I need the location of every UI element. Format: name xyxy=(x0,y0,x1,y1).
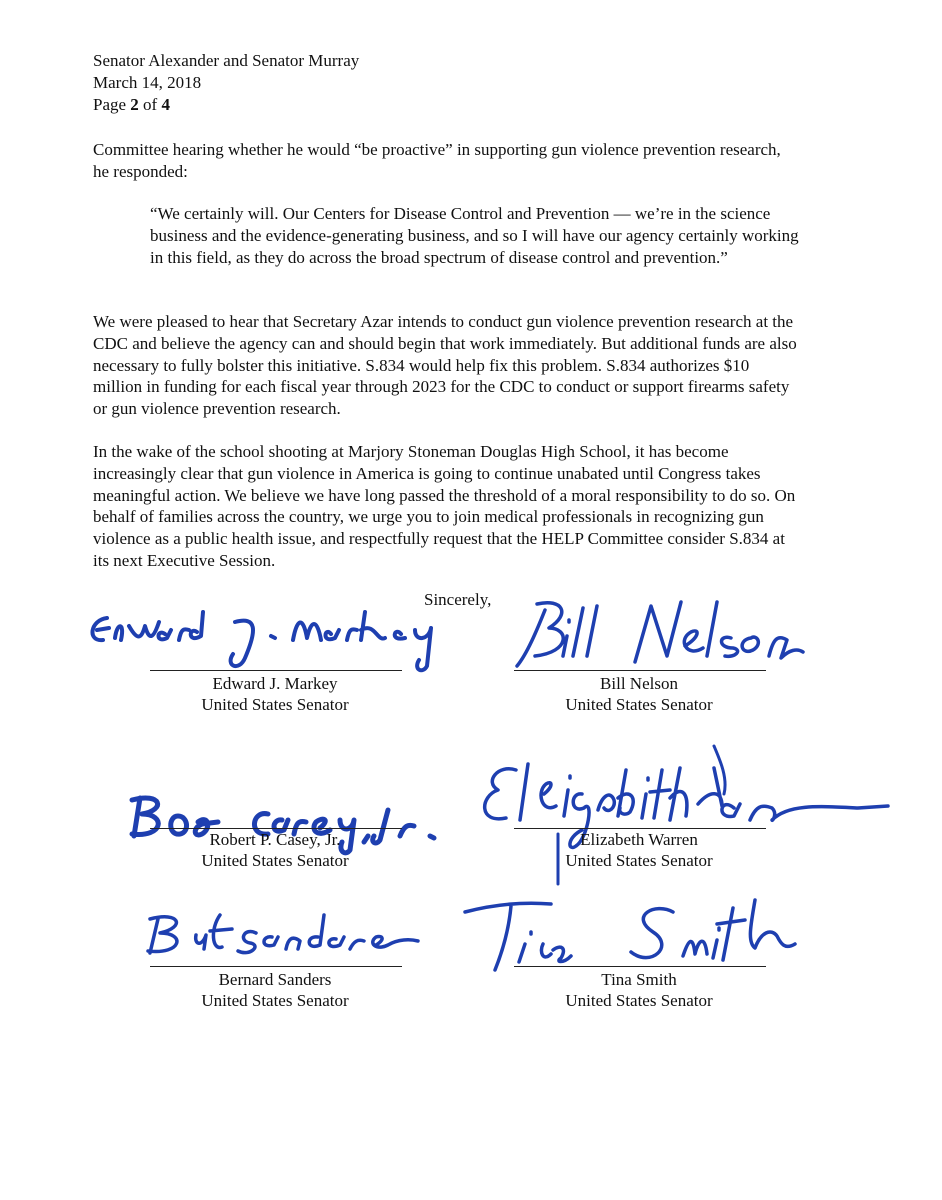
signature-line-warren xyxy=(514,828,766,829)
closing-sincerely: Sincerely, xyxy=(424,590,492,609)
signer-title-smith: United States Senator xyxy=(565,991,713,1010)
signer-title-casey: United States Senator xyxy=(201,851,349,870)
signer-title-nelson: United States Senator xyxy=(565,695,713,714)
azar-quote: “We certainly will. Our Centers for Disease Control and Prevention — we’re in the science business and the evidence-generating business, and so I will have our agency certainly working in this field, as they do across the broad spectrum of disease control and prevention.” xyxy=(150,204,799,267)
letter-date: March 14, 2018 xyxy=(93,73,202,92)
signer-name-markey: Edward J. Markey xyxy=(212,674,338,693)
signature-line-casey xyxy=(150,828,402,829)
signature-line-nelson xyxy=(514,670,766,671)
signer-name-casey: Robert P. Casey, Jr. xyxy=(209,830,341,849)
page-prefix: Page xyxy=(93,95,131,114)
recipients-line: Senator Alexander and Senator Murray xyxy=(93,51,360,70)
page-total: 4 xyxy=(161,95,170,114)
signer-name-sanders: Bernard Sanders xyxy=(218,970,332,989)
paragraph-funding: We were pleased to hear that Secretary Azar intends to conduct gun violence prevention research at the CDC and believe the agency can and should begin that work immediately. But additional funds are also necessary to fully bolster this initiative. S.834 would help fix this problem. S.834 authorizes $10 million in funding for each fiscal year through 2023 for the CDC to conduct or support firearms safety or gun violence prevention research. xyxy=(93,312,797,419)
signature-line-smith xyxy=(514,966,766,967)
signature-sanders xyxy=(140,905,420,965)
signer-title-sanders: United States Senator xyxy=(201,991,349,1010)
signature-line-sanders xyxy=(150,966,402,967)
signature-nelson xyxy=(505,590,805,680)
signer-name-smith: Tina Smith xyxy=(601,970,677,989)
signer-name-warren: Elizabeth Warren xyxy=(580,830,698,849)
signer-title-markey: United States Senator xyxy=(201,695,349,714)
paragraph-intro: Committee hearing whether he would “be proactive” in supporting gun violence prevention research, he responded: xyxy=(93,140,781,181)
signature-smith xyxy=(455,888,835,978)
page-current: 2 xyxy=(130,95,139,114)
page-sep: of xyxy=(138,95,162,114)
signer-title-warren: United States Senator xyxy=(565,851,713,870)
paragraph-request: In the wake of the school shooting at Marjory Stoneman Douglas High School, it has become increasingly clear that gun violence in America is going to continue unabated until Congress takes meaningful action. We believe we have long passed the threshold of a moral responsibility to do so. On behalf of families across the country, we urge you to join medical professionals in recognizing gun violence as a public health issue, and respectfully request that the HELP Committee consider S.834 at its next Executive Session. xyxy=(93,442,796,570)
signature-markey xyxy=(85,600,465,680)
signer-name-nelson: Bill Nelson xyxy=(600,674,678,693)
page-indicator xyxy=(93,94,170,116)
signature-line-markey xyxy=(150,670,402,671)
